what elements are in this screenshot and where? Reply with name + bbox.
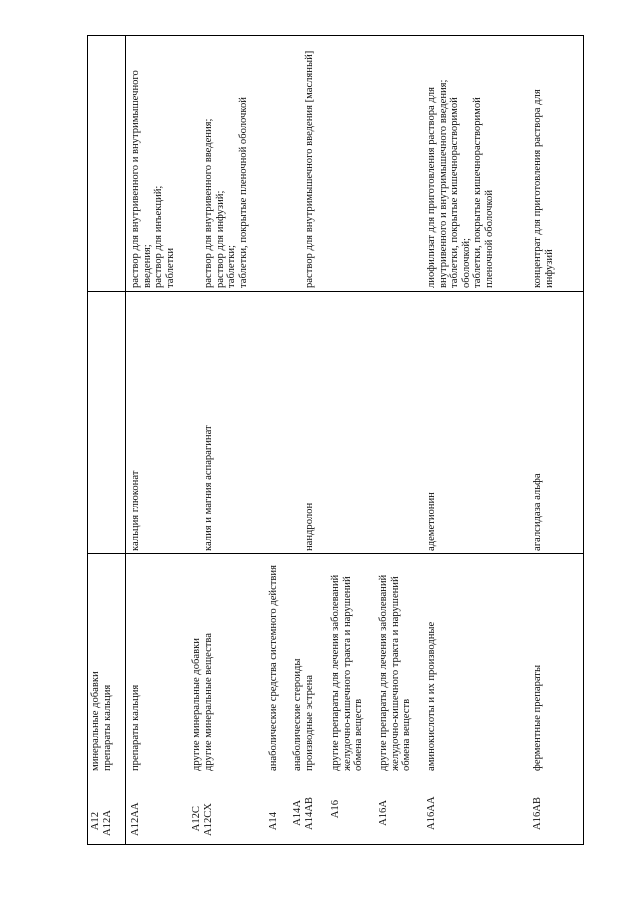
group-name: анаболические стероиды производные эстрена [292,658,315,771]
group-name: анаболические средства системного действия [268,565,279,771]
atc-code: A12 [90,812,101,831]
rotated-table-container [87,35,584,845]
inn-name: калия и магния аспарагинат [203,425,214,551]
drug-classification-table [87,35,584,845]
atc-code: A12C [191,806,202,832]
dosage-form: раствор для внутримышечного введения [масляный] [304,50,315,288]
dosage-form: концентрат для приготовления раствора для инфузий [532,89,555,288]
inn-name: агалсидаза альфа [532,473,543,551]
group-name: другие минеральные добавки другие минеральные вещества [191,633,214,771]
atc-code: A16 [330,800,341,819]
inn-name: адеметионин [426,492,437,551]
group-name: минеральные добавки препараты кальция [90,671,113,771]
atc-code: A14 [268,812,279,831]
atc-code: A14AB [304,797,315,830]
atc-code: A16AB [532,797,543,830]
column-divider [88,291,583,292]
atc-code: A16AA [426,796,437,830]
atc-code: A12A [102,810,113,836]
atc-code: A12AA [130,802,141,836]
group-name: аминокислоты и их производные [426,621,437,771]
atc-code: A16A [378,800,389,826]
atc-code: A12CX [203,803,214,836]
group-name: другие препараты для лечения заболеваний желудочно-кишечного тракта и нарушений обмена веществ [330,574,365,771]
inn-name: кальция глюконат [130,470,141,551]
group-name: препараты кальция [130,684,141,771]
group-name: другие препараты для лечения заболеваний желудочно-кишечного тракта и нарушений обмена веществ [378,574,413,771]
dosage-form: раствор для внутривенного и внутримышечного введения; раствор для инъекций; таблетки [130,70,176,288]
dosage-form: лиофилизат для приготовления раствора для внутривенного и внутримышечного введения; таблетки, покрытые кишечнорастворимой оболочкой; таблетки, покрытые кишечнорастворимой пленочной оболочкой [426,79,495,288]
row-divider [125,36,126,844]
atc-code: A14A [292,800,303,826]
group-name: ферментные препараты [532,664,543,771]
inn-name: нандролон [304,502,315,551]
dosage-form: раствор для внутривенного введения; раствор для инфузий; таблетки; таблетки, покрытые пленочной оболочкой [203,97,249,288]
column-divider [88,553,583,554]
